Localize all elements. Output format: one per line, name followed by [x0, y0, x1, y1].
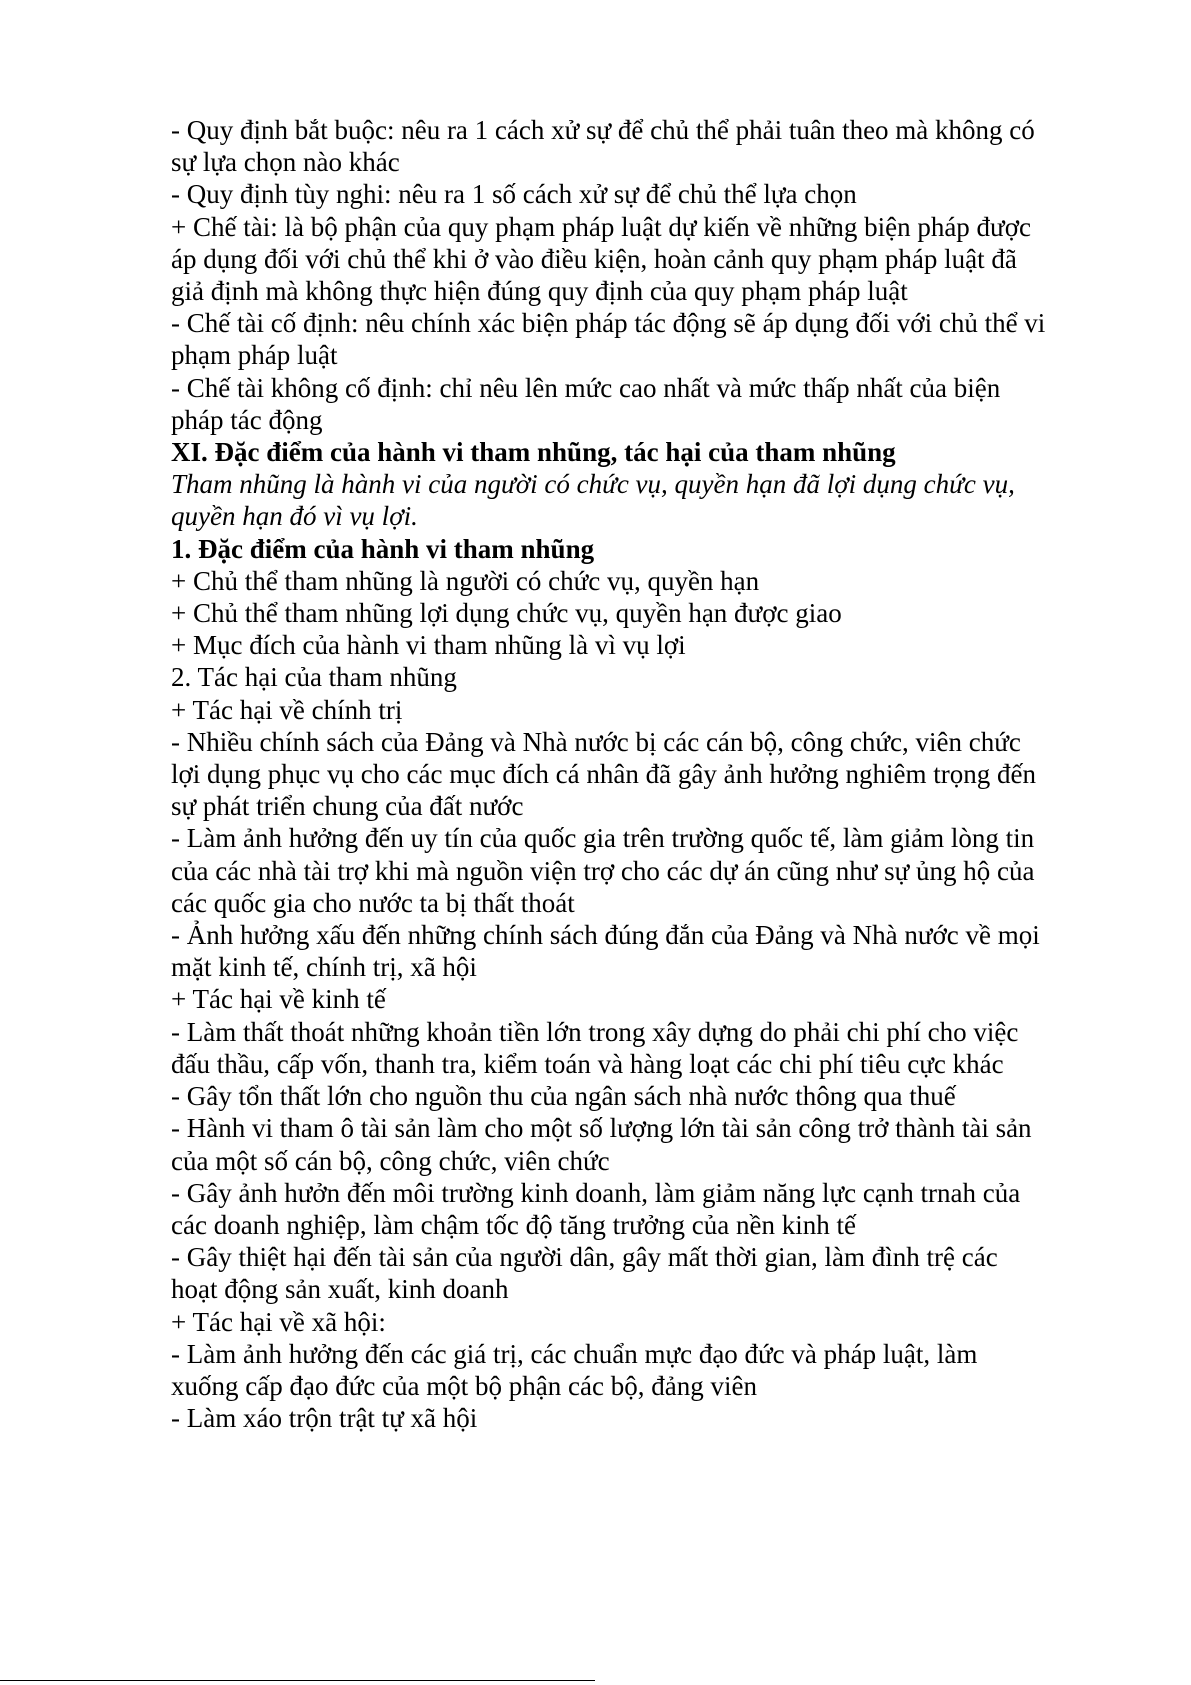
text-line: - Chế tài không cố định: chỉ nêu lên mức cao nhất và mức thấp nhất của biện — [171, 372, 1001, 403]
text-line: hoạt động sản xuất, kinh doanh — [171, 1274, 509, 1305]
text-line: - Làm ảnh hưởng đến uy tín của quốc gia trên trường quốc tế, làm giảm lòng tin — [171, 823, 1035, 854]
text-line: - Gây ảnh hưởn đến môi trường kinh doanh, làm giảm năng lực cạnh trnah của — [171, 1177, 1021, 1208]
footer-rule — [0, 1680, 595, 1681]
text-line: - Quy định tùy nghi: nêu ra 1 số cách xử sự để chủ thể lựa chọn — [171, 179, 857, 210]
text-line: của một số cán bộ, công chức, viên chức — [171, 1145, 610, 1176]
text-line: + Chế tài: là bộ phận của quy phạm pháp luật dự kiến về những biện pháp được — [171, 211, 1031, 242]
text-line: sự lựa chọn nào khác — [171, 147, 400, 178]
section-heading: 1. Đặc điểm của hành vi tham nhũng — [171, 533, 595, 564]
text-line: - Làm thất thoát những khoản tiền lớn trong xây dựng do phải chi phí cho việc — [171, 1016, 1019, 1047]
text-line: mặt kinh tế, chính trị, xã hội — [171, 952, 477, 983]
text-line: xuống cấp đạo đức của một bộ phận các bộ, đảng viên — [171, 1370, 757, 1401]
text-line: + Tác hại về chính trị — [171, 694, 403, 725]
text-line: các quốc gia cho nước ta bị thất thoát — [171, 887, 575, 918]
text-line: - Nhiều chính sách của Đảng và Nhà nước bị các cán bộ, công chức, viên chức — [171, 726, 1021, 757]
text-line: phạm pháp luật — [171, 340, 338, 371]
text-line: các doanh nghiệp, làm chậm tốc độ tăng trưởng của nền kinh tế — [171, 1209, 856, 1240]
text-line: lợi dụng phục vụ cho các mục đích cá nhân đã gây ảnh hưởng nghiêm trọng đến — [171, 759, 1036, 790]
text-line: pháp tác động — [171, 404, 323, 435]
text-line: + Tác hại về xã hội: — [171, 1306, 386, 1337]
text-line: 2. Tác hại của tham nhũng — [171, 662, 457, 693]
definition-text: quyền hạn đó vì vụ lợi. — [171, 501, 418, 532]
text-line: - Ảnh hưởng xấu đến những chính sách đúng đắn của Đảng và Nhà nước về mọi — [171, 920, 1040, 951]
text-line: + Mục đích của hành vi tham nhũng là vì vụ lợi — [171, 630, 686, 661]
document-body — [171, 114, 1091, 1434]
text-line: sự phát triển chung của đất nước — [171, 791, 524, 822]
text-line: áp dụng đối với chủ thể khi ở vào điều kiện, hoàn cảnh quy phạm pháp luật đã — [171, 243, 1017, 274]
text-line: - Chế tài cố định: nêu chính xác biện pháp tác động sẽ áp dụng đối với chủ thể vi — [171, 308, 1046, 339]
section-heading: XI. Đặc điểm của hành vi tham nhũng, tác hại của tham nhũng — [171, 437, 896, 468]
definition-text: Tham nhũng là hành vi của người có chức vụ, quyền hạn đã lợi dụng chức vụ, — [171, 469, 1015, 500]
text-line: - Hành vi tham ô tài sản làm cho một số lượng lớn tài sản công trở thành tài sản — [171, 1113, 1032, 1144]
text-line: - Làm xáo trộn trật tự xã hội — [171, 1403, 478, 1434]
text-line: - Quy định bắt buộc: nêu ra 1 cách xử sự để chủ thể phải tuân theo mà không có — [171, 115, 1035, 145]
text-line: - Làm ảnh hưởng đến các giá trị, các chuẩn mực đạo đức và pháp luật, làm — [171, 1338, 978, 1369]
text-line: - Gây tổn thất lớn cho nguồn thu của ngân sách nhà nước thông qua thuế — [171, 1081, 956, 1112]
text-line: + Chủ thể tham nhũng là người có chức vụ, quyền hạn — [171, 565, 760, 596]
text-line: + Tác hại về kinh tế — [171, 984, 386, 1015]
text-line: của các nhà tài trợ khi mà nguồn viện trợ cho các dự án cũng như sự ủng hộ của — [171, 855, 1035, 886]
text-line: giả định mà không thực hiện đúng quy định của quy phạm pháp luật — [171, 276, 908, 307]
text-line: + Chủ thể tham nhũng lợi dụng chức vụ, quyền hạn được giao — [171, 598, 842, 629]
text-line: - Gây thiệt hại đến tài sản của người dân, gây mất thời gian, làm đình trệ các — [171, 1242, 998, 1273]
text-line: đấu thầu, cấp vốn, thanh tra, kiểm toán và hàng loạt các chi phí tiêu cực khác — [171, 1048, 1004, 1079]
